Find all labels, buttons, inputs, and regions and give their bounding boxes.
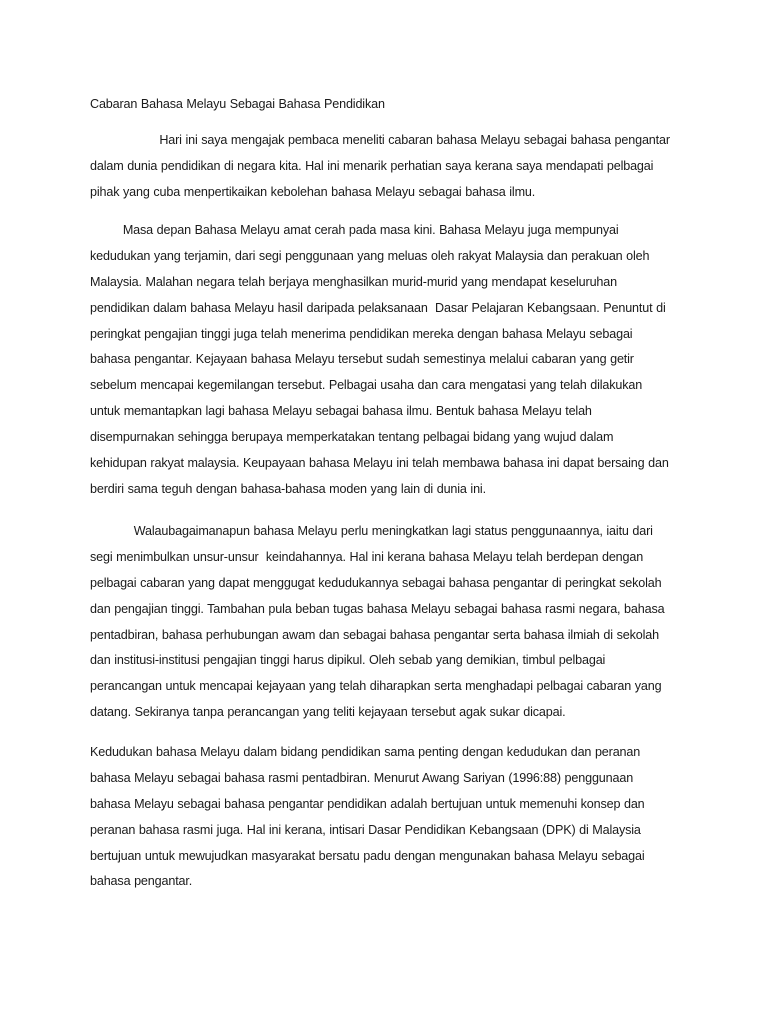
paragraph-line: pentadbiran, bahasa perhubungan awam dan sebagai bahasa pengantar serta bahasa ilmiah di sekolah xyxy=(90,627,659,642)
paragraph-line: disempurnakan sehingga berupaya memperkatakan tentang pelbagai bidang yang wujud dalam xyxy=(90,430,614,445)
paragraph-line: Kedudukan bahasa Melayu dalam bidang pendidikan sama penting dengan kedudukan dan peranan xyxy=(90,745,641,759)
paragraph-3 xyxy=(90,519,700,726)
paragraph-line: bahasa Melayu sebagai bahasa rasmi pentadbiran. Menurut Awang Sariyan (1996:88) penggunaan xyxy=(90,770,634,785)
paragraph-line: bahasa pengantar. xyxy=(90,874,193,889)
paragraph-2 xyxy=(90,218,700,503)
paragraph-line: pendidikan dalam bahasa Melayu hasil daripada pelaksanaan Dasar Pelajaran Kebangsaan. Penuntut di xyxy=(90,300,666,315)
paragraph-line: Walaubagaimanapun bahasa Melayu perlu meningkatkan lagi status penggunaannya, iaitu dari xyxy=(90,524,653,538)
paragraph-line: Masa depan Bahasa Melayu amat cerah pada masa kini. Bahasa Melayu juga mempunyai xyxy=(90,223,619,237)
paragraph-1 xyxy=(90,128,700,206)
paragraph-line: kedudukan yang terjamin, dari segi penggunaan yang meluas oleh rakyat Malaysia dan perakuan oleh xyxy=(90,248,650,263)
paragraph-line: perancangan untuk mencapai kejayaan yang telah diharapkan serta menghadapi pelbagai cabaran yang xyxy=(90,679,662,694)
paragraph-line: kehidupan rakyat malaysia. Keupayaan bahasa Melayu ini telah membawa bahasa ini dapat bersaing dan xyxy=(90,456,669,471)
paragraph-line: bertujuan untuk mewujudkan masyarakat bersatu padu dengan mengunakan bahasa Melayu sebagai xyxy=(90,848,645,863)
paragraph-line: Malaysia. Malahan negara telah berjaya menghasilkan murid-murid yang mendapat keseluruhan xyxy=(90,274,617,289)
paragraph-4 xyxy=(90,740,700,895)
document-title: Cabaran Bahasa Melayu Sebagai Bahasa Pendidikan xyxy=(90,97,385,111)
paragraph-line: bahasa pengantar. Kejayaan bahasa Melayu tersebut sudah semestinya melalui cabaran yang getir xyxy=(90,352,634,367)
paragraph-line: segi menimbulkan unsur-unsur keindahannya. Hal ini kerana bahasa Melayu telah berdepan dengan xyxy=(90,549,644,564)
paragraph-line: pelbagai cabaran yang dapat menggugat kedudukannya sebagai bahasa pengantar di peringkat sekolah xyxy=(90,575,662,590)
paragraph-line: pihak yang cuba menpertikaikan kebolehan bahasa Melayu sebagai bahasa ilmu. xyxy=(90,184,536,199)
paragraph-line: peringkat pengajian tinggi juga telah menerima pendidikan mereka dengan bahasa Melayu sebagai xyxy=(90,326,633,341)
paragraph-line: bahasa Melayu sebagai bahasa pengantar pendidikan adalah bertujuan untuk memenuhi konsep dan xyxy=(90,796,645,811)
paragraph-line: sebelum mencapai kegemilangan tersebut. Pelbagai usaha dan cara mengatasi yang telah dilakukan xyxy=(90,378,643,393)
paragraph-line: datang. Sekiranya tanpa perancangan yang teliti kejayaan tersebut agak sukar dicapai. xyxy=(90,705,566,720)
paragraph-line: dan institusi-institusi pengajian tinggi harus dipikul. Oleh sebab yang demikian, timbul pelbagai xyxy=(90,653,606,668)
paragraph-line: berdiri sama teguh dengan bahasa-bahasa moden yang lain di dunia ini. xyxy=(90,481,486,496)
paragraph-line: untuk memantapkan lagi bahasa Melayu sebagai bahasa ilmu. Bentuk bahasa Melayu telah xyxy=(90,404,592,419)
paragraph-line: dalam dunia pendidikan di negara kita. Hal ini menarik perhatian saya kerana saya mendapati pelbagai xyxy=(90,158,654,173)
paragraph-line: Hari ini saya mengajak pembaca meneliti cabaran bahasa Melayu sebagai bahasa pengantar xyxy=(90,133,670,147)
paragraph-line: peranan bahasa rasmi juga. Hal ini kerana, intisari Dasar Pendidikan Kebangsaan (DPK) di Malaysia xyxy=(90,822,641,837)
paragraph-line: dan pengajian tinggi. Tambahan pula beban tugas bahasa Melayu sebagai bahasa rasmi negara, bahasa xyxy=(90,601,665,616)
